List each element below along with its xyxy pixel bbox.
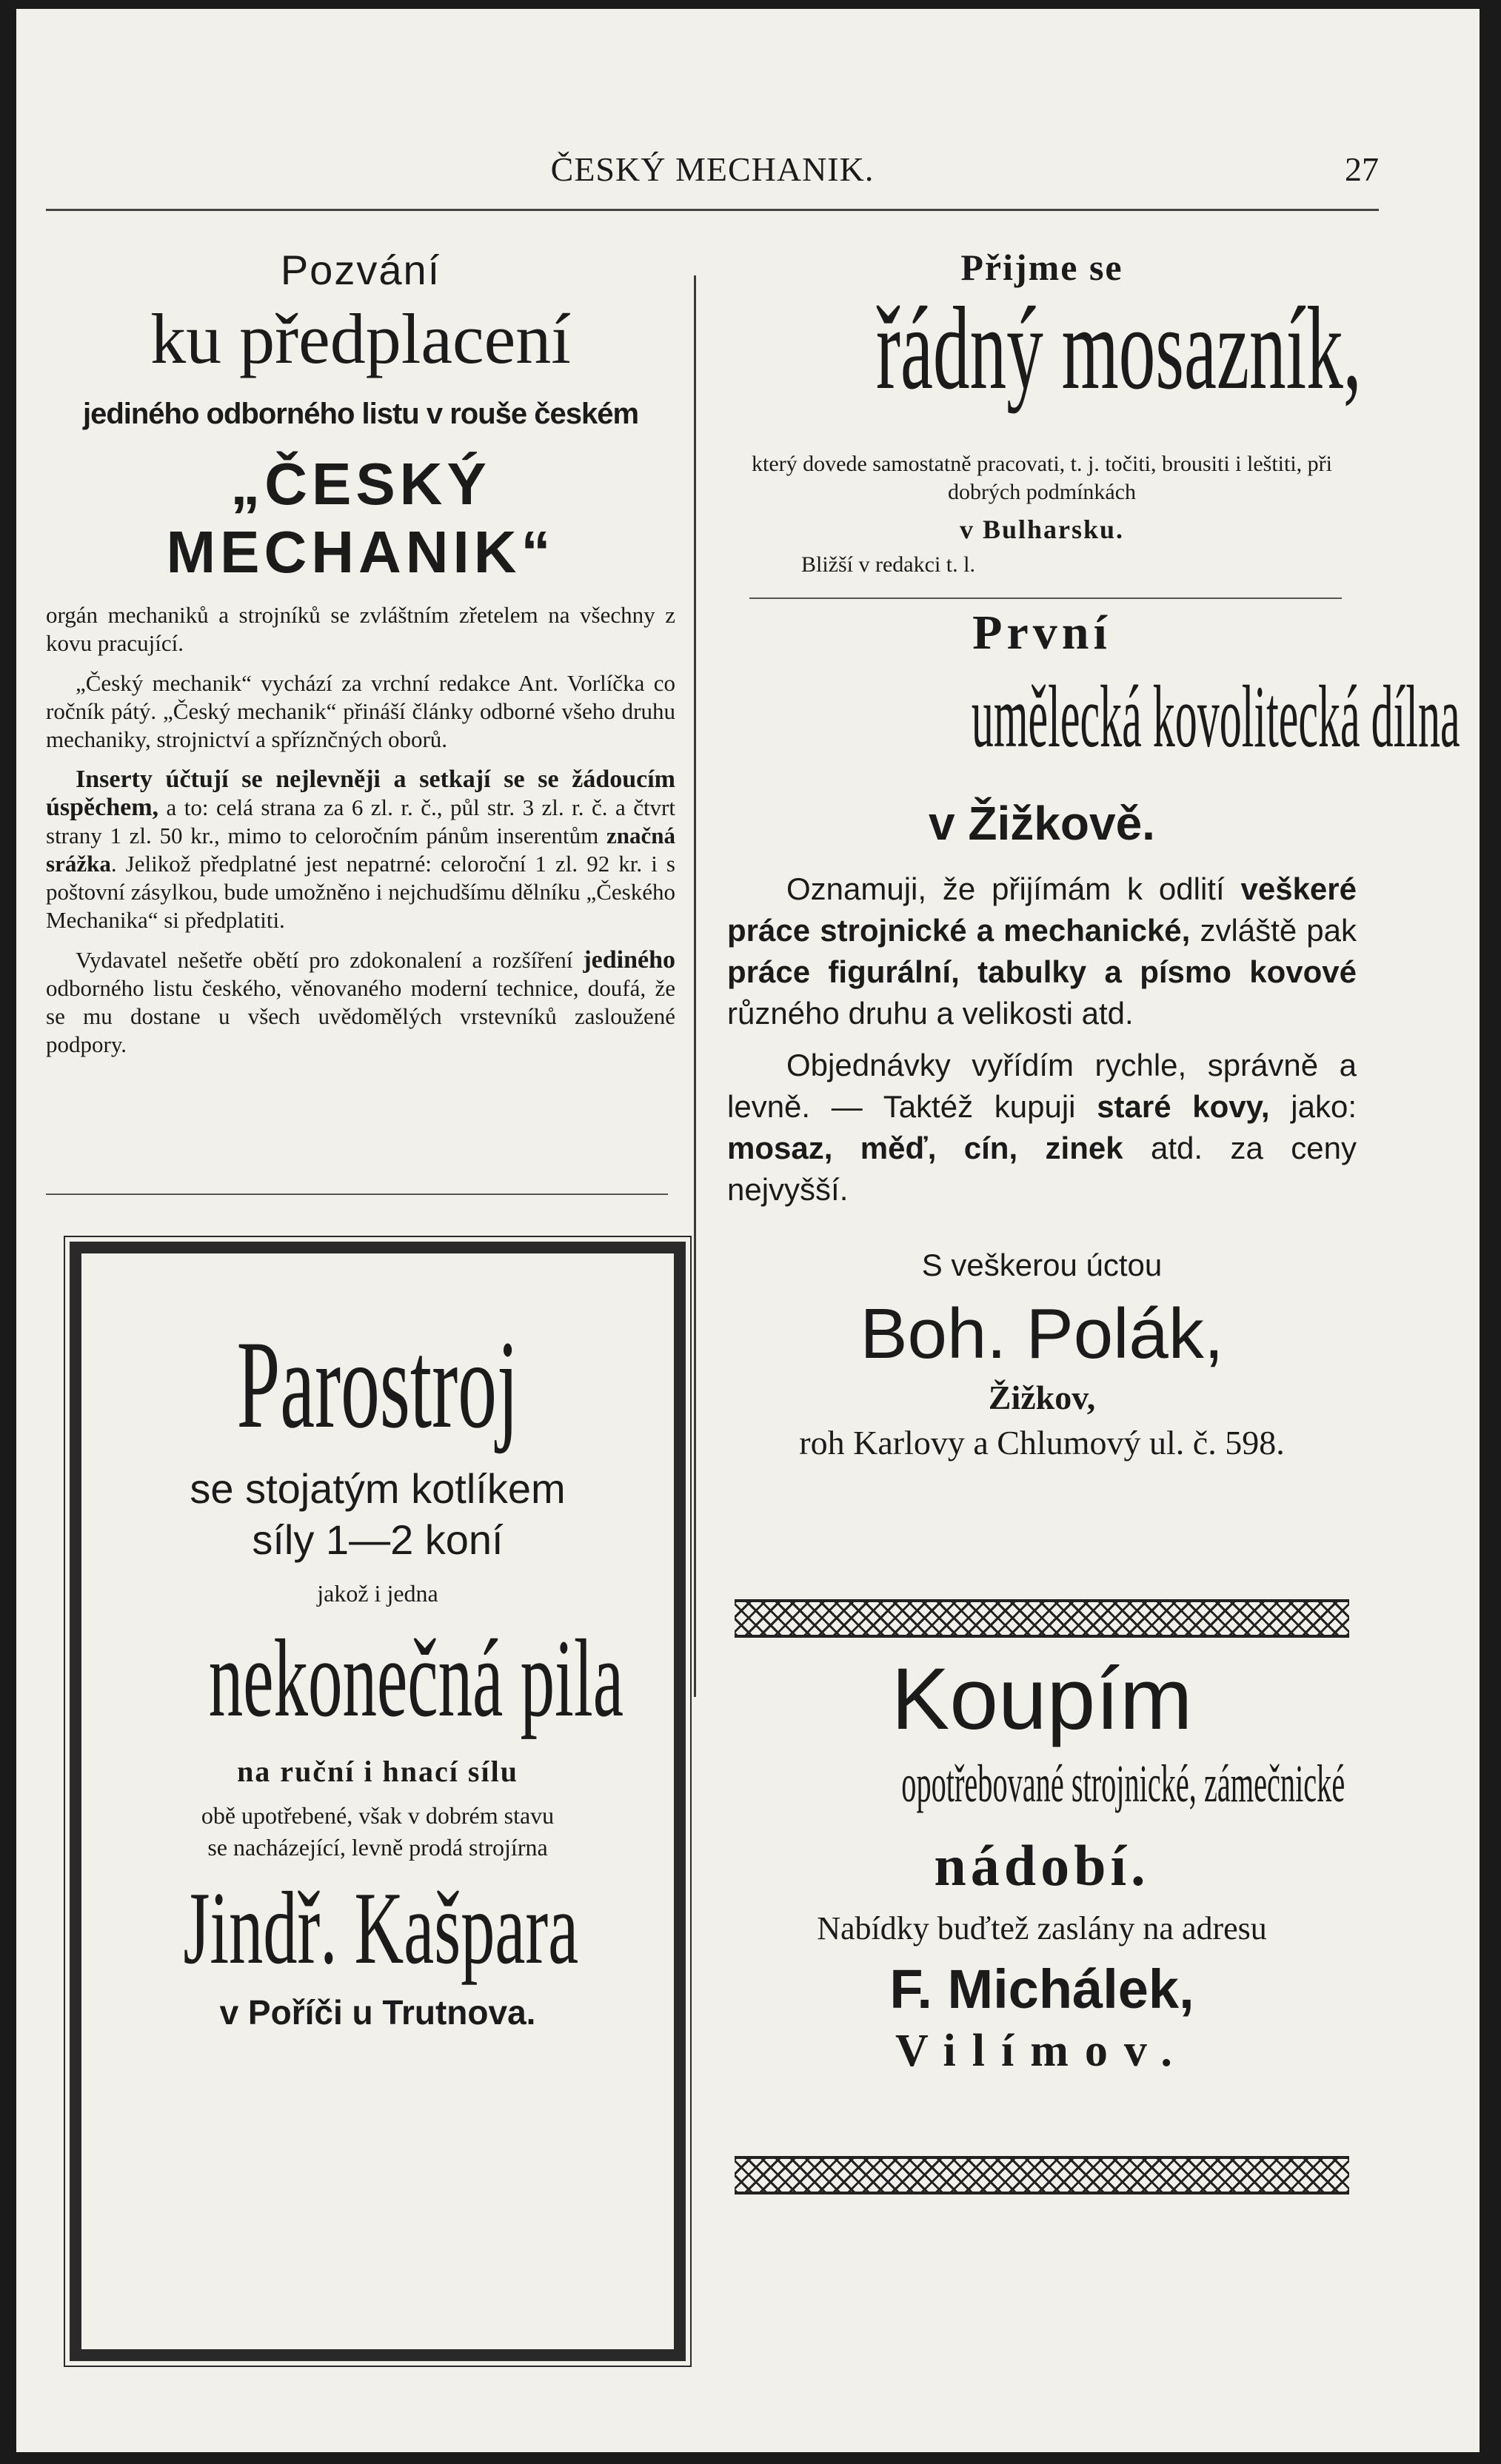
header-rule: [46, 209, 1379, 211]
purchase-line2: opotřebované strojnické, zámečnické: [901, 1754, 1345, 1813]
foundry-owner: Boh. Polák,: [860, 1294, 1224, 1373]
ad-line-strojirna: se nacházející, levně prodá strojírna: [207, 1834, 548, 1861]
ad-place-porici: v Poříči u Trutnova.: [219, 1993, 536, 2032]
ad-line-stav: obě upotřebené, však v dobrém stavu: [201, 1802, 555, 1829]
foundry-title: umělecká kovolitecká dílna: [971, 667, 1460, 766]
publisher-text-b: odborného listu českého, věnovaného moderní technice, doufá, že se mu dostane u všech uvědomělých vrstevníků zasloužené podpory.: [46, 975, 675, 1057]
inserts-lead: Inserty účtují se nejlevněji a setkají se se žádoucím úspěchem,: [46, 766, 675, 821]
foundry-p2-bold1: staré kovy,: [1097, 1089, 1270, 1124]
purchase-name: F. Michálek,: [889, 1958, 1194, 2020]
running-head: [61, 150, 1379, 194]
purchase-title: Koupím: [891, 1650, 1193, 1748]
notice-paragraph-4: [46, 946, 675, 1059]
hiring-line: Přijme se: [960, 247, 1123, 288]
ad-name-kaspara: Jindř. Kašpara: [183, 1871, 579, 1986]
left-separator-rule: [46, 1194, 668, 1195]
foundry-p1-c: různého druhu a velikosti atd.: [727, 996, 1134, 1031]
ad-line-sila: na ruční i hnací sílu: [237, 1755, 518, 1788]
brassworker-note: Bližší v redakci t. l.: [801, 552, 975, 577]
notice-paragraph-3: [46, 766, 675, 934]
ad-line-jakoz: jakož i jedna: [317, 1580, 438, 1607]
page-number: 27: [1345, 150, 1379, 188]
column-divider: [694, 275, 696, 1697]
ornament-border-bottom: [735, 2156, 1349, 2194]
foundry-p1-bold2: práce figurální, tabulky a písmo kovové: [727, 954, 1357, 989]
ad-title-pila: nekonečná pila: [208, 1617, 624, 1740]
brassworker-title: řádný mosazník,: [875, 282, 1362, 414]
brassworker-text: který dovede samostatně pracovati, t. j. točiti, brousiti i leštiti, při dobrých podmínkách: [752, 452, 1332, 504]
notice-paragraph-1: orgán mechaniků a strojníků se zvláštním zřetelem na všechny z kovu pracující.: [46, 602, 675, 656]
inserts-prices: a to: celá strana za 6 zl. r. č., půl str. 3 zl. r. č. a čtvrt strany 1 zl. 50 kr., mimo to celoročním pánům inserentům: [46, 794, 675, 848]
foundry-p1-a: Oznamuji, že přijímám k odlití: [786, 871, 1241, 906]
subscription-notice: [46, 246, 675, 1059]
foundry-p1-bold1: veškeré práce strojnické a mechanické,: [727, 871, 1357, 948]
purchase-line4: Nabídky buďtež zaslány na adresu: [817, 1910, 1267, 1946]
publisher-text-a: Vydavatel nešetře obětí pro zdokonalení a rozšíření: [76, 947, 584, 973]
foundry-greeting: S veškerou úctou: [921, 1248, 1163, 1282]
notice-title: „ČESKÝ MECHANIK“: [166, 451, 555, 585]
right-separator-rule-1: [749, 597, 1342, 599]
ad-title-parostroj: Parostroj: [236, 1315, 519, 1454]
notice-paragraph-2: „Český mechanik“ vychází za vrchní redakce Ant. Vorlíčka co ročník pátý. „Český mechanik“ přináší články odborné všeho druhu mechaniky, strojnictví a spříznčných oborů.: [46, 670, 675, 752]
foundry-paragraph-2: [727, 1045, 1357, 1211]
ad-line-sily: síly 1—2 koní: [252, 1516, 504, 1563]
subscription-price: . Jelikož předplatné jest nepatrné: celoroční 1 zl. 92 kr. i s poštovní zásylkou, bude umožněno i nejchudšímu dělníku „Českého Mechanika“ si předplatiti.: [46, 851, 675, 933]
foundry-p2-bold2: mosaz, měď, cín, zinek: [727, 1131, 1123, 1165]
foundry-p2-b: jako:: [1269, 1089, 1357, 1124]
foundry-paragraph-1: [727, 868, 1357, 1034]
foundry-address: roh Karlovy a Chlumový ul. č. 598.: [799, 1424, 1285, 1462]
only-journal-emphasis: jediného: [583, 946, 675, 974]
foundry-p2-a: Objednávky vyřídím rychle, správně a levně. — Taktéž kupuji: [727, 1048, 1357, 1124]
foundry-first: První: [972, 606, 1111, 660]
steam-engine-ad: [70, 1242, 686, 2361]
notice-line2: ku předplacení: [150, 299, 571, 378]
newspaper-page: [16, 9, 1480, 2452]
foundry-city: Žižkov,: [988, 1379, 1096, 1416]
brassworker-ad: [727, 246, 1362, 578]
purchase-line3: nádobí.: [934, 1833, 1150, 1898]
notice-line3: jediného odborného listu v rouše českém: [82, 398, 639, 430]
ornament-border-top: [735, 1599, 1349, 1638]
notice-line1: Pozvání: [280, 247, 441, 293]
foundry-place: v Žižkově.: [929, 797, 1155, 850]
foundry-ad: [727, 605, 1460, 1462]
ad-line-kotlik: se stojatým kotlíkem: [190, 1465, 566, 1512]
discount-text: značná srážka: [46, 823, 675, 877]
foundry-p2-c: atd. za ceny nejvyšší.: [727, 1131, 1357, 1207]
foundry-p1-b: zvláště pak: [1190, 913, 1357, 948]
purchase-ad: [727, 1649, 1357, 2078]
journal-title: ČESKÝ MECHANIK.: [550, 150, 875, 188]
purchase-place: Vilímov.: [895, 2026, 1189, 2076]
brassworker-place: v Bulharsku.: [959, 515, 1125, 544]
